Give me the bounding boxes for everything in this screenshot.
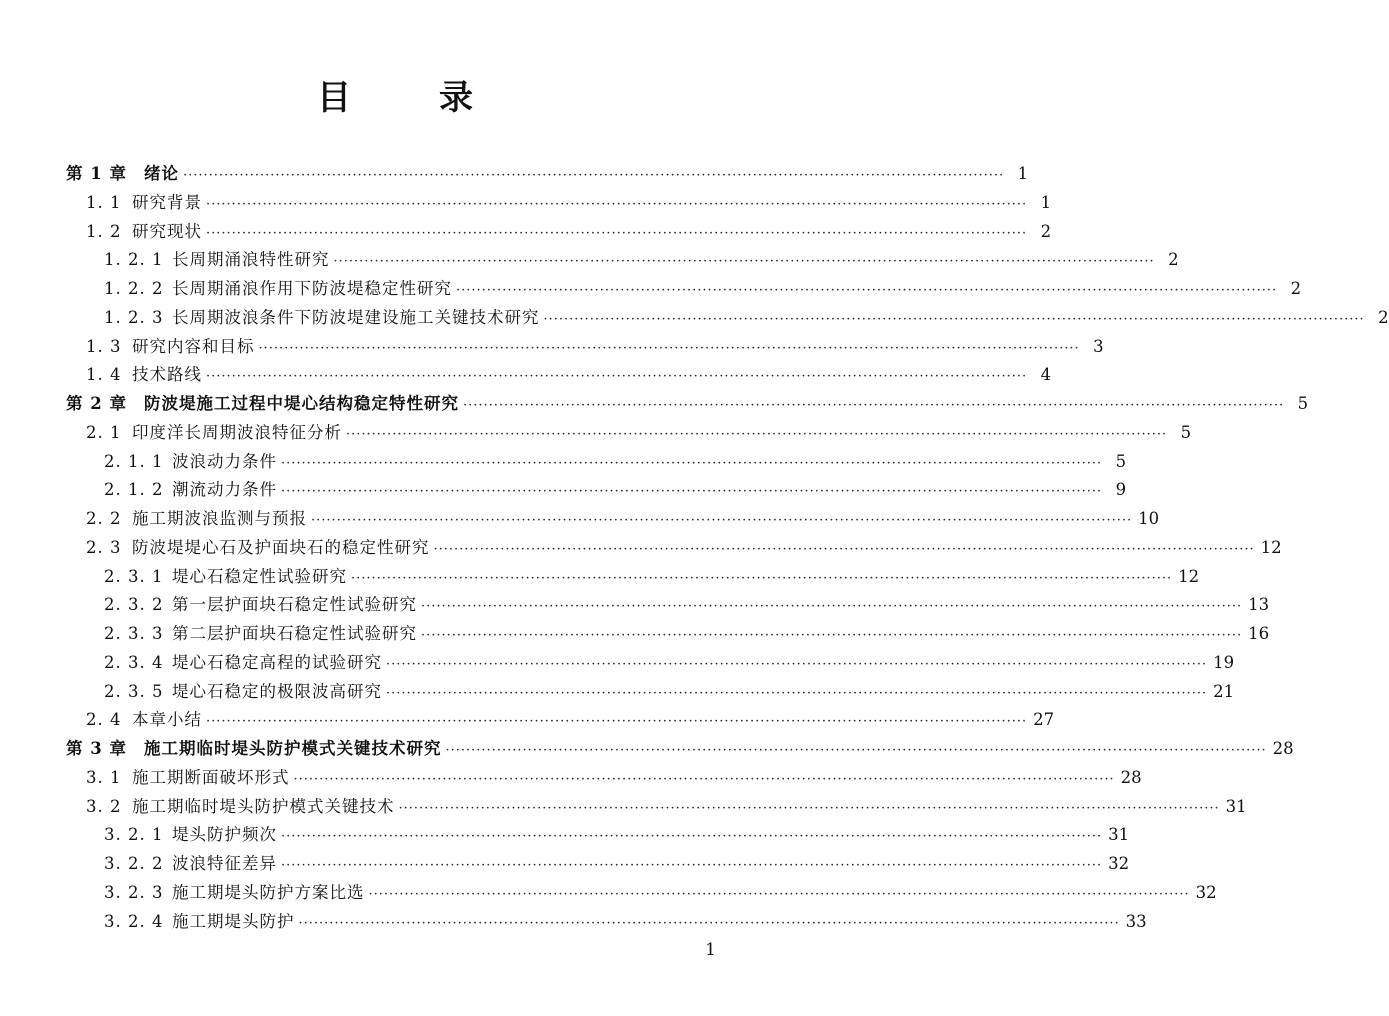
toc-chapter-entry[interactable] [66, 735, 1294, 763]
toc-entry-page: 28 [1272, 739, 1294, 758]
title-char-1: 目 [317, 78, 351, 118]
toc-entry-page: 31 [1225, 796, 1247, 816]
toc-subsection-entry[interactable] [104, 620, 1270, 648]
toc-entry-title: 印度洋长周期波浪特征分析 [132, 422, 342, 442]
toc-entry-page: 1 [1040, 192, 1052, 212]
toc-dot-leader: ································································································································································ [346, 426, 1168, 442]
page-title [0, 78, 790, 118]
toc-subsection-entry[interactable] [104, 591, 1270, 619]
toc-dot-leader: ································································································································································ [333, 254, 1155, 270]
toc-entry-number: 2. 1. 1 [104, 451, 164, 471]
toc-entry-title: 绪论 [144, 164, 179, 183]
toc-chapter-entry[interactable] [66, 390, 1309, 418]
toc-dot-leader: ································································································································································ [281, 455, 1103, 471]
toc-entry-title: 第二层护面块石稳定性试验研究 [172, 624, 417, 643]
toc-entry-title: 施工期堤头防护方案比选 [172, 882, 365, 902]
toc-subsection-entry[interactable] [104, 448, 1127, 476]
toc-entry-number: 1. 2. 1 [104, 250, 164, 270]
toc-dot-leader: ································································································································································ [206, 225, 1028, 241]
toc-entry-number: 3. 2. 3 [104, 882, 164, 902]
toc-dot-leader: ································································································································································ [281, 829, 1103, 845]
toc-entry-title: 研究背景 [132, 192, 202, 212]
toc-dot-leader: ································································································································································ [433, 541, 1255, 557]
toc-entry-title: 技术路线 [132, 365, 202, 385]
toc-subsection-entry[interactable] [104, 563, 1200, 591]
toc-dot-leader: ································································································································································ [281, 484, 1103, 500]
toc-entry-page: 5 [1297, 394, 1309, 413]
toc-dot-leader: ································································································································································ [183, 168, 1005, 183]
toc-entry-title: 堤心石稳定性试验研究 [172, 566, 347, 586]
toc-entry-number: 2. 1 [86, 422, 122, 442]
toc-entry-number: 1. 2. 2 [104, 279, 164, 298]
title-char-2: 录 [439, 78, 473, 118]
toc-section-entry[interactable] [86, 505, 1160, 533]
toc-entry-page: 19 [1213, 652, 1235, 672]
toc-entry-title: 潮流动力条件 [172, 480, 277, 500]
toc-subsection-entry[interactable] [104, 649, 1235, 677]
toc-dot-leader: ································································································································································ [293, 771, 1115, 787]
toc-subsection-entry[interactable] [104, 908, 1147, 936]
toc-entry-title: 长周期涌浪作用下防波堤稳定性研究 [172, 279, 452, 298]
toc-entry-title: 施工期波浪监测与预报 [132, 509, 307, 528]
toc-dot-leader: ································································································································································ [543, 311, 1365, 327]
toc-entry-title: 施工期临时堤头防护模式关键技术研究 [144, 739, 442, 758]
toc-dot-leader: ································································································································································ [281, 858, 1103, 873]
toc-section-entry[interactable] [86, 419, 1192, 447]
toc-entry-page: 31 [1108, 825, 1130, 845]
toc-entry-title: 第一层护面块石稳定性试验研究 [172, 595, 417, 615]
toc-entry-title: 波浪动力条件 [172, 451, 277, 471]
toc-dot-leader: ································································································································································ [206, 369, 1028, 385]
toc-entry-title: 施工期断面破坏形式 [132, 767, 290, 787]
toc-chapter-entry[interactable] [66, 160, 1029, 188]
toc-entry-title: 研究内容和目标 [132, 336, 255, 356]
toc-subsection-entry[interactable] [104, 879, 1217, 907]
toc-entry-number: 1. 2 [86, 221, 122, 241]
toc-section-entry[interactable] [86, 361, 1052, 389]
toc-entry-page: 21 [1213, 681, 1235, 701]
toc-section-entry[interactable] [86, 706, 1055, 734]
toc-entry-number: 第 3 章 [66, 739, 127, 758]
toc-entry-page: 3 [1093, 336, 1104, 356]
toc-entry-number: 3. 2. 4 [104, 911, 164, 931]
toc-entry-page: 16 [1248, 624, 1270, 643]
toc-dot-leader: ································································································································································ [456, 283, 1278, 298]
toc-subsection-entry[interactable] [104, 304, 1389, 332]
toc-entry-title: 堤心石稳定高程的试验研究 [172, 652, 382, 672]
toc-entry-page: 2 [1290, 279, 1302, 298]
toc-entry-page: 1 [1017, 164, 1029, 183]
toc-entry-number: 2. 4 [86, 710, 122, 730]
toc-entry-title: 波浪特征差异 [172, 854, 277, 873]
toc-entry-number: 3. 2. 2 [104, 854, 164, 873]
toc-dot-leader: ································································································································································ [421, 628, 1243, 643]
toc-entry-title: 堤头防护频次 [172, 825, 277, 845]
toc-entry-page: 2 [1168, 250, 1179, 270]
toc-entry-title: 堤心石稳定的极限波高研究 [172, 681, 382, 701]
toc-subsection-entry[interactable] [104, 850, 1130, 878]
toc-entry-title: 防波堤施工过程中堤心结构稳定特性研究 [144, 394, 459, 413]
page-number: 1 [705, 940, 716, 960]
toc-subsection-entry[interactable] [104, 476, 1127, 504]
toc-entry-page: 2 [1040, 221, 1052, 241]
toc-entry-number: 3. 1 [86, 767, 122, 787]
toc-entry-number: 3. 2 [86, 796, 122, 816]
toc-dot-leader: ································································································································································ [206, 714, 1028, 730]
toc-entry-page: 9 [1115, 480, 1127, 500]
toc-entry-page: 10 [1138, 509, 1160, 528]
toc-subsection-entry[interactable] [104, 275, 1302, 303]
toc-section-entry[interactable] [86, 764, 1142, 792]
toc-entry-title: 长周期涌浪特性研究 [172, 250, 330, 270]
toc-dot-leader: ································································································································································ [298, 915, 1120, 931]
toc-entry-page: 27 [1033, 710, 1055, 730]
toc-section-entry[interactable] [86, 534, 1282, 562]
toc-entry-number: 3. 2. 1 [104, 825, 164, 845]
toc-dot-leader: ································································································································································ [368, 886, 1190, 902]
toc-dot-leader: ································································································································································ [351, 570, 1173, 586]
toc-dot-leader: ································································································································································ [386, 685, 1208, 701]
toc-entry-number: 2. 3. 4 [104, 652, 164, 672]
toc-dot-leader: ································································································································································ [463, 398, 1285, 413]
toc-subsection-entry[interactable] [104, 246, 1179, 274]
toc-entry-number: 2. 2 [86, 509, 122, 528]
toc-dot-leader: ································································································································································ [386, 656, 1208, 672]
toc-section-entry[interactable] [86, 218, 1052, 246]
toc-entry-number: 2. 3. 5 [104, 681, 164, 701]
toc-subsection-entry[interactable] [104, 821, 1130, 849]
toc-entry-page: 12 [1178, 566, 1200, 586]
toc-entry-title: 施工期临时堤头防护模式关键技术 [132, 796, 395, 816]
toc-entry-page: 12 [1260, 537, 1282, 557]
toc-entry-number: 第 2 章 [66, 394, 127, 413]
toc-entry-page: 5 [1180, 422, 1192, 442]
toc-section-entry[interactable] [86, 793, 1247, 821]
toc-entry-page: 13 [1248, 595, 1270, 615]
toc-entry-page: 32 [1108, 854, 1130, 873]
toc-entry-page: 32 [1195, 882, 1217, 902]
toc-entry-title: 本章小结 [132, 710, 202, 730]
toc-entry-number: 2. 3. 1 [104, 566, 164, 586]
toc-entry-number: 2. 1. 2 [104, 480, 164, 500]
toc-entry-title: 防波堤堤心石及护面块石的稳定性研究 [132, 537, 430, 557]
toc-dot-leader: ································································································································································ [445, 743, 1267, 758]
toc-entry-page: 28 [1120, 767, 1142, 787]
toc-entry-title: 研究现状 [132, 221, 202, 241]
toc-entry-title: 长周期波浪条件下防波堤建设施工关键技术研究 [172, 307, 540, 327]
toc-entry-page: 2 [1378, 307, 1389, 327]
toc-subsection-entry[interactable] [104, 678, 1235, 706]
toc-entry-number: 1. 4 [86, 365, 122, 385]
toc-dot-leader: ································································································································································ [258, 340, 1080, 356]
toc-entry-number: 2. 3. 2 [104, 595, 164, 615]
toc-dot-leader: ································································································································································ [421, 599, 1243, 615]
toc-dot-leader: ································································································································································ [311, 513, 1133, 528]
toc-dot-leader: ································································································································································ [398, 800, 1220, 816]
toc-entry-page: 33 [1125, 911, 1147, 931]
toc-entry-page: 5 [1115, 451, 1127, 471]
toc-section-entry[interactable] [86, 333, 1104, 361]
toc-dot-leader: ································································································································································ [206, 196, 1028, 212]
toc-entry-number: 2. 3 [86, 537, 122, 557]
toc-entry-title: 施工期堤头防护 [172, 911, 295, 931]
toc-entry-number: 1. 1 [86, 192, 122, 212]
toc-entry-number: 1. 3 [86, 336, 122, 356]
toc-entry-number: 1. 2. 3 [104, 307, 164, 327]
toc-entry-number: 2. 3. 3 [104, 624, 164, 643]
toc-entry-page: 4 [1040, 365, 1052, 385]
toc-entry-number: 第 1 章 [66, 164, 127, 183]
toc-section-entry[interactable] [86, 189, 1052, 217]
